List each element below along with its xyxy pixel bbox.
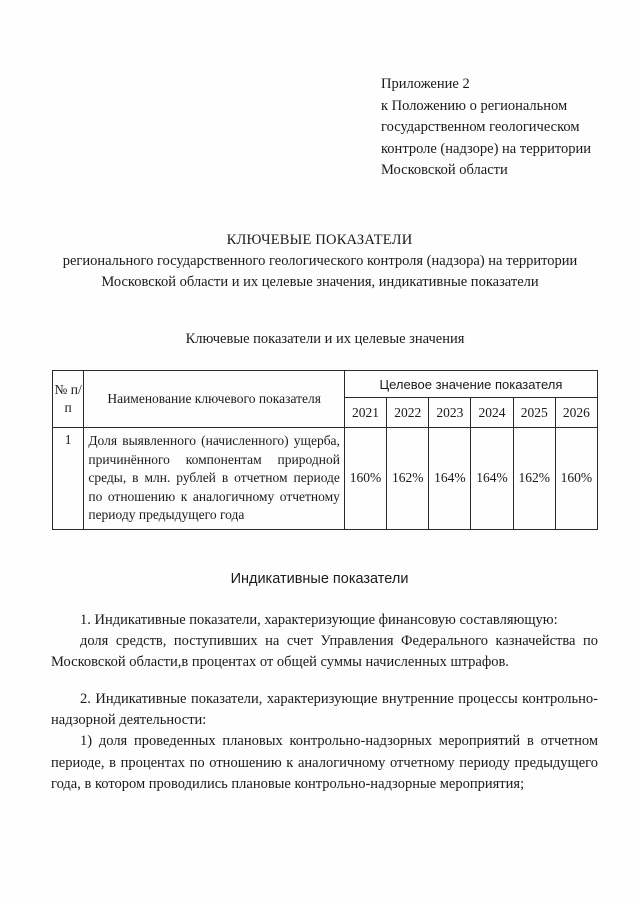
paragraph-2-body: 1) доля проведенных плановых контрольно-надзорных мероприятий в отчетном периоде, в процентах по отношению к аналогичному отчетному периоду предыдущего года, в котором проводились плановые контрольно-надзорные мероприятия; bbox=[51, 733, 598, 792]
paragraph-1-head: 1. Индикативные показатели, характеризующие финансовую составляющую: bbox=[80, 612, 558, 628]
row-value: 162% bbox=[387, 428, 429, 530]
appendix-block bbox=[381, 74, 591, 182]
indicative-section-title: Индикативные показатели bbox=[230, 571, 409, 587]
paragraph-1 bbox=[51, 610, 598, 674]
row-value: 160% bbox=[344, 428, 386, 530]
row-value: 160% bbox=[555, 428, 597, 530]
document-subtitle-line: регионального государственного геологического контроля (надзора) на территории bbox=[62, 253, 578, 269]
header-num: № п/п bbox=[53, 371, 84, 428]
appendix-line: контроле (надзоре) на территории bbox=[381, 140, 592, 157]
key-indicators-table bbox=[52, 370, 598, 530]
document-subtitle-line: Московской области и их целевые значения, индикативные показатели bbox=[101, 274, 539, 290]
header-year: 2023 bbox=[429, 398, 471, 428]
row-value: 164% bbox=[429, 428, 471, 530]
appendix-line: Московской области bbox=[381, 162, 508, 178]
header-year: 2022 bbox=[387, 398, 429, 428]
appendix-line: к Положению о региональном bbox=[381, 97, 568, 114]
row-name: Доля выявленного (начисленного) ущерба, причинённого компонентам природной среды, в млн. рублей в отчетном периоде по отношению к аналогичному отчетному периоду предыдущего года bbox=[84, 428, 345, 530]
key-section-title: Ключевые показатели и их целевые значения bbox=[185, 331, 465, 347]
paragraph-1-body: доля средств, поступивших на счет Управления Федерального казначейства по Московской области,в процентах от общей суммы начисленных штрафов. bbox=[51, 633, 598, 671]
header-year: 2021 bbox=[344, 398, 386, 428]
paragraph-2 bbox=[51, 689, 598, 795]
header-year: 2024 bbox=[471, 398, 513, 428]
table-row bbox=[53, 428, 598, 530]
header-name: Наименование ключевого показателя bbox=[84, 371, 345, 428]
row-value: 164% bbox=[471, 428, 513, 530]
appendix-line: Приложение 2 bbox=[381, 76, 470, 92]
row-num: 1 bbox=[53, 428, 84, 530]
document-title: КЛЮЧЕВЫЕ ПОКАЗАТЕЛИ bbox=[226, 232, 413, 248]
appendix-line: государственном геологическом bbox=[381, 119, 580, 135]
header-target: Целевое значение показателя bbox=[344, 371, 597, 398]
header-year: 2025 bbox=[513, 398, 555, 428]
paragraph-2-head: 2. Индикативные показатели, характеризующие внутренние процессы контрольно-надзорной деятельности: bbox=[51, 691, 598, 729]
header-year: 2026 bbox=[555, 398, 597, 428]
row-value: 162% bbox=[513, 428, 555, 530]
